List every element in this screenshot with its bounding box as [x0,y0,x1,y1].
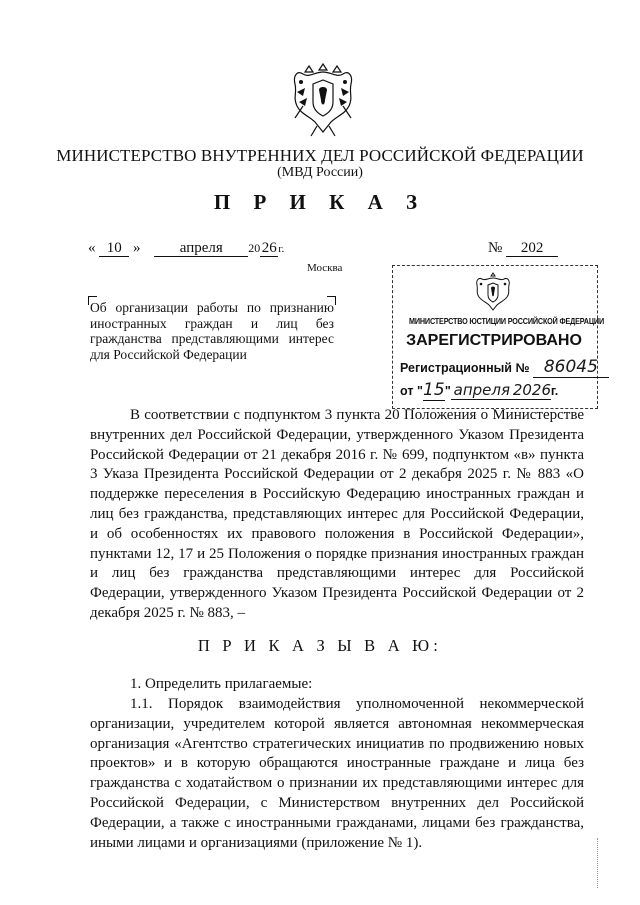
stamp-reg-number: 86045 [533,357,609,378]
stamp-organization: МИНИСТЕРСТВО ЮСТИЦИИ РОССИЙСКОЙ ФЕДЕРАЦИИ [409,316,604,326]
subject-text: Об организации работы по признанию иностранных граждан и лиц без гражданства представляющими интерес для Российской Федерации [90,300,334,362]
stamp-registration-line [400,357,609,378]
stamp-date-year-abbr: г. [550,384,559,398]
document-type-title: П Р И К А З [213,190,427,214]
stamp-reg-label: Регистрационный № [400,361,530,375]
stamp-date-day: 15 [423,380,445,400]
scan-edge-mark [597,838,602,888]
item-1: 1. Определить прилагаемые: [130,676,313,692]
coat-of-arms-icon [289,62,357,140]
stamp-date-open-quote: " [416,384,423,398]
number-value: 202 [506,240,558,257]
city-label: Москва [307,262,343,274]
document-number [488,240,558,257]
stamp-from-label: от [400,384,414,398]
date-close-quote: » [133,240,141,256]
date-month: апреля [154,240,248,257]
date-year-suffix: 26 [261,240,277,256]
date-day: 10 [99,240,129,257]
date-year-prefix: 20 [248,241,261,255]
ministry-name: МИНИСТЕРСТВО ВНУТРЕННИХ ДЕЛ РОССИЙСКОЙ ФЕДЕРАЦИИ [56,146,584,165]
stamp-date-line [400,380,558,401]
item-1-1: 1.1. Порядок взаимодействия уполномоченной некоммерческой организации, учредителем которой является автономная некоммерческая организация «Агентство стратегических инициатив по продвижению новых проектов» и в которую обращаются иностранные граждане и лица без гражданства с ходатайством о признании их представляющими интерес для Российской Федерации, с Министерством внутренних дел Российской Федерации, а также с иностранными гражданами, лицами без гражданства, иными лицами и организациями (приложение № 1). [90,696,584,851]
ministry-short-name: (МВД России) [277,165,363,180]
stamp-title: ЗАРЕГИСТРИРОВАНО [406,332,582,349]
preamble-paragraph: В соответствии с подпунктом 3 пункта 20 Положения о Министерстве внутренних дел Российской Федерации, утвержденного Указом Президента Российской Федерации от 21 декабря 2016 г. № 699, подпунктом «в» пункта 3 Указа Президента Российской Федерации от 2 декабря 2025 г. № 883 «О поддержке переселения в Российскую Федерацию иностранных граждан и лиц без гражданства, представляющих интерес для Российской Федерации, и об особенностях их правового положения в Российской Федерации», пунктами 12, 17 и 25 Положения о порядке признания иностранных граждан и лиц без гражданства представляющими интерес для Российской Федерации, утвержденного Указом Президента Российской Федерации от 2 декабря 2025 г. № 883, – [90,407,584,621]
stamp-date-month: апреля [451,381,513,400]
stamp-coat-of-arms-icon [474,272,512,314]
date-year-abbr: г. [278,243,285,255]
order-heading: П Р И К А З Ы В А Ю: [197,636,443,655]
number-label: № [488,240,503,256]
document-date [88,240,284,257]
stamp-date-close-quote: " [444,384,451,398]
stamp-date-year: 2026 [512,381,551,399]
date-open-quote: « [88,240,96,256]
